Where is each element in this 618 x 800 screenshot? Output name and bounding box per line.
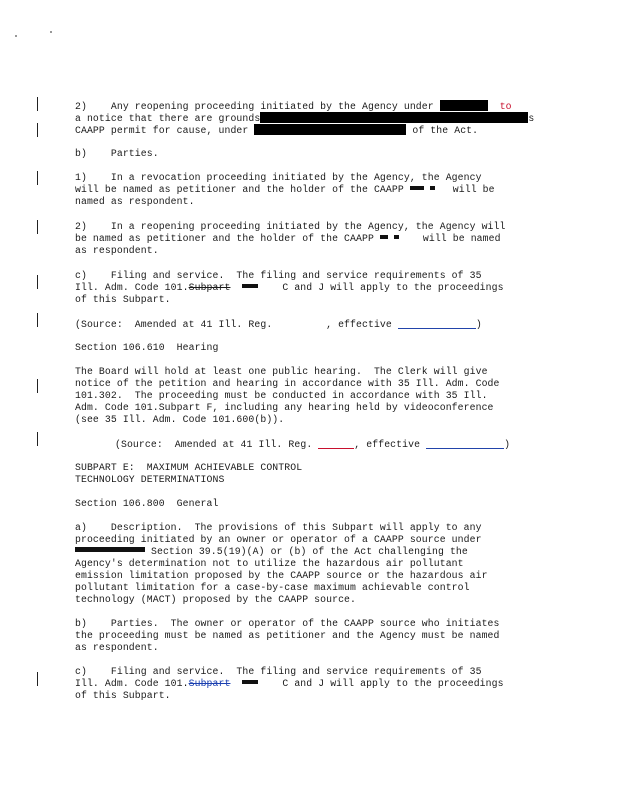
text-line xyxy=(75,184,495,196)
text-line xyxy=(75,594,356,606)
text-run: CAAPP permit for cause, under xyxy=(75,125,249,136)
text-line xyxy=(75,618,500,630)
text-run: the proceeding must be named as petitioner and the Agency must be named xyxy=(75,630,500,641)
text-run: s xyxy=(528,113,535,124)
text-line xyxy=(75,172,482,184)
text-line xyxy=(75,582,470,594)
text-line xyxy=(75,690,171,702)
redaction xyxy=(394,235,399,239)
inserted-text: to xyxy=(499,101,512,112)
text-run: Agency's determination not to utilize the hazardous air pollutant xyxy=(75,558,464,569)
text-line xyxy=(75,558,464,570)
text-run: emission limitation proposed by the CAAPP source or the hazardous air xyxy=(75,570,488,581)
text-run: The Board will hold at least one public hearing. The Clerk will give xyxy=(75,366,488,377)
text-line xyxy=(75,666,482,678)
deleted-text: Subpart xyxy=(188,282,231,293)
text-line xyxy=(75,390,488,402)
text-run: C and J will apply to the proceedings xyxy=(282,282,504,293)
text-run: as respondent. xyxy=(75,642,159,653)
text-line xyxy=(75,534,482,546)
deleted-text: Subpart xyxy=(188,678,231,689)
revision-bar xyxy=(37,97,38,111)
text-line xyxy=(75,570,488,582)
text-run: ) xyxy=(504,439,511,450)
text-run: 2) In a reopening proceeding initiated by the Agency, the Agency will xyxy=(75,221,506,232)
text-run: of this Subpart. xyxy=(75,690,171,701)
text-run: as respondent. xyxy=(75,245,159,256)
text-run: c) Filing and service. The filing and service requirements of 35 xyxy=(75,270,482,281)
text-line xyxy=(75,294,171,306)
redaction xyxy=(242,680,258,684)
text-run: Adm. Code 101.Subpart F, including any hearing held by videoconference xyxy=(75,402,494,413)
revision-bar xyxy=(37,123,38,137)
register-blank xyxy=(318,438,354,449)
revision-bar xyxy=(37,313,38,327)
text-run: named as respondent. xyxy=(75,196,195,207)
text-run: Ill. Adm. Code 101. xyxy=(75,282,189,293)
text-line xyxy=(75,366,488,378)
text-run: (Source: Amended at 41 Ill. Reg. xyxy=(115,439,313,450)
source-note xyxy=(115,438,510,451)
text-run: ) xyxy=(475,319,482,330)
text-run: of this Subpart. xyxy=(75,294,171,305)
text-line xyxy=(75,402,494,414)
revision-bar xyxy=(37,275,38,289)
text-run: a) Description. The provisions of this Subpart will apply to any xyxy=(75,522,482,533)
revision-bar xyxy=(37,220,38,234)
subpart-heading: SUBPART E: MAXIMUM ACHIEVABLE CONTROL xyxy=(75,462,303,473)
redaction xyxy=(430,186,435,190)
text-run: Ill. Adm. Code 101. xyxy=(75,678,189,689)
text-run: 2) Any reopening proceeding initiated by the Agency under xyxy=(75,101,434,112)
text-line xyxy=(75,378,500,390)
text-run: will be xyxy=(452,184,495,195)
text-run: , effective xyxy=(354,439,421,450)
text-line xyxy=(75,270,482,282)
text-line xyxy=(75,630,500,642)
redaction xyxy=(380,235,388,239)
revision-bar xyxy=(37,432,38,446)
scan-speck xyxy=(15,35,17,37)
redaction xyxy=(260,112,528,123)
revision-bar xyxy=(37,379,38,393)
text-run: a notice that there are grounds xyxy=(75,113,261,124)
text-line xyxy=(75,282,504,294)
redaction xyxy=(254,124,406,135)
text-line xyxy=(75,546,468,558)
redaction xyxy=(242,284,258,288)
text-run: Section 39.5(19)(A) or (b) of the Act challenging the xyxy=(150,546,468,557)
revision-bar xyxy=(37,672,38,686)
text-run: (see 35 Ill. Adm. Code 101.600(b)). xyxy=(75,414,285,425)
text-line xyxy=(75,462,302,474)
effective-date-blank xyxy=(398,318,476,329)
subsection-heading: b) Parties. xyxy=(75,148,159,159)
text-line xyxy=(75,221,506,233)
text-run: proceeding initiated by an owner or operator of a CAAPP source under xyxy=(75,534,482,545)
text-line xyxy=(75,678,504,690)
text-run: will be named xyxy=(422,233,501,244)
text-run: technology (MACT) proposed by the CAAPP source. xyxy=(75,594,357,605)
revision-bar xyxy=(37,171,38,185)
text-line xyxy=(75,498,219,510)
scan-speck xyxy=(50,31,52,33)
text-line xyxy=(75,642,159,654)
section-heading: Section 106.800 General xyxy=(75,498,219,509)
text-run: C and J will apply to the proceedings xyxy=(282,678,504,689)
text-line xyxy=(75,522,482,534)
text-run: notice of the petition and hearing in accordance with 35 Ill. Adm. Code xyxy=(75,378,500,389)
text-run: , effective xyxy=(326,319,392,330)
text-run: b) Parties. The owner or operator of the CAAPP source who initiates xyxy=(75,618,500,629)
source-note xyxy=(75,318,482,331)
text-run: pollutant limitation for a case-by-case maximum achievable control xyxy=(75,582,470,593)
redaction xyxy=(410,186,424,190)
redaction xyxy=(440,100,488,111)
text-run: of the Act. xyxy=(412,125,479,136)
text-line xyxy=(75,342,219,354)
text-line xyxy=(75,414,284,426)
text-run: will be named as petitioner and the holder of the CAAPP xyxy=(75,184,404,195)
text-line xyxy=(75,196,195,208)
redaction xyxy=(75,547,145,552)
text-run: c) Filing and service. The filing and service requirements of 35 xyxy=(75,666,482,677)
text-line xyxy=(75,124,478,137)
text-line xyxy=(75,233,501,245)
text-run: 101.302. The proceeding must be conducted in accordance with 35 Ill. xyxy=(75,390,488,401)
text-run: be named as petitioner and the holder of the CAAPP xyxy=(75,233,374,244)
text-line xyxy=(75,245,159,257)
text-line xyxy=(75,148,159,160)
subpart-heading: TECHNOLOGY DETERMINATIONS xyxy=(75,474,225,485)
text-run: (Source: Amended at 41 Ill. Reg. xyxy=(75,319,273,330)
section-heading: Section 106.610 Hearing xyxy=(75,342,219,353)
text-run: 1) In a revocation proceeding initiated by the Agency, the Agency xyxy=(75,172,482,183)
text-line xyxy=(75,474,224,486)
effective-date-blank xyxy=(426,438,504,449)
